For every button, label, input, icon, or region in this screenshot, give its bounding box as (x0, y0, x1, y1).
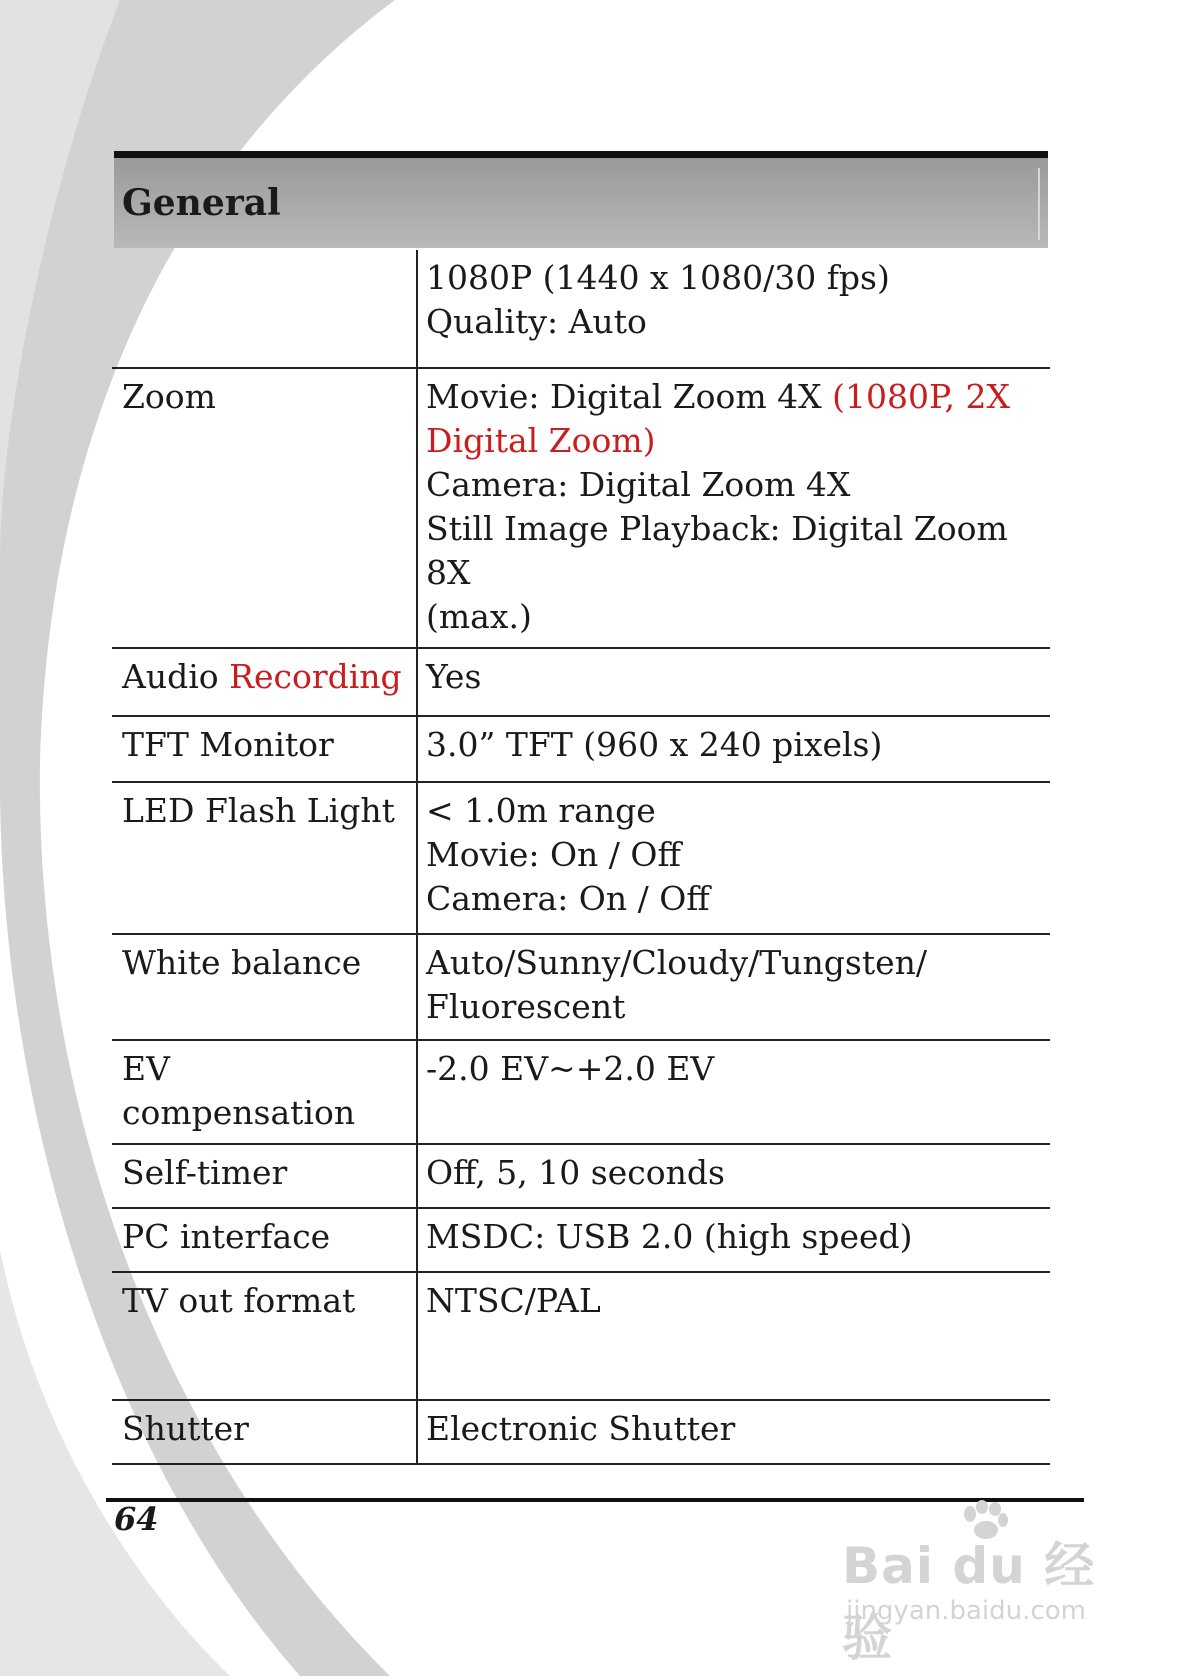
spec-row (112, 1040, 1050, 1144)
spec-value-text: Still Image Playback: Digital Zoom 8X (426, 509, 1008, 592)
page-number: 64 (114, 1500, 159, 1538)
spec-value (417, 250, 1050, 368)
spec-label (112, 250, 417, 368)
spec-value-text: MSDC: USB 2.0 (high speed) (426, 1217, 913, 1256)
spec-value-line (426, 507, 1042, 595)
spec-value-text: (max.) (426, 597, 532, 636)
spec-label (112, 782, 417, 934)
spec-value-text: 3.0” TFT (960 x 240 pixels) (426, 725, 883, 764)
spec-value-text: (1080P, 2X (832, 377, 1010, 416)
spec-value-text: Off, 5, 10 seconds (426, 1153, 725, 1192)
spec-row (112, 1144, 1050, 1208)
watermark-url: jingyan.baidu.com (846, 1596, 1086, 1626)
spec-label (112, 716, 417, 782)
spec-label (112, 1400, 417, 1464)
spec-value-line (426, 463, 1042, 507)
spec-label-text: Shutter (122, 1409, 249, 1448)
spec-label-text: Audio (122, 657, 230, 696)
spec-row (112, 1400, 1050, 1464)
spec-value-text: Auto/Sunny/Cloudy/Tungsten/ (426, 943, 928, 982)
spec-value (417, 1400, 1050, 1464)
spec-value-text: 1080P (1440 x 1080/30 fps) (426, 258, 890, 297)
spec-label (112, 934, 417, 1040)
baidu-watermark (842, 1522, 1122, 1667)
spec-value (417, 1040, 1050, 1144)
spec-value-line (426, 1151, 1042, 1195)
footer-rule (106, 1498, 1084, 1502)
section-title: General (122, 182, 281, 224)
spec-label-text: Recording (229, 657, 402, 696)
spec-value-text: Electronic Shutter (426, 1409, 736, 1448)
spec-label (112, 1144, 417, 1208)
spec-value-text: Movie: Digital Zoom 4X (426, 377, 833, 416)
spec-value (417, 782, 1050, 934)
spec-value (417, 716, 1050, 782)
watermark-logo-text: Bai du 经验 (842, 1537, 1096, 1667)
spec-value-text: Yes (426, 657, 482, 696)
spec-label (112, 1208, 417, 1272)
spec-row (112, 934, 1050, 1040)
spec-label (112, 1040, 417, 1144)
section-header (114, 158, 1048, 248)
spec-value-line (426, 877, 1042, 921)
spec-label (112, 648, 417, 716)
spec-value-line (426, 375, 1042, 419)
spec-value-text: Movie: On / Off (426, 835, 681, 874)
spec-value-line (426, 1407, 1042, 1451)
spec-value (417, 648, 1050, 716)
spec-row (112, 716, 1050, 782)
spec-value-line (426, 1047, 1042, 1091)
spec-value-line (426, 300, 1042, 344)
spec-label (112, 368, 417, 648)
spec-value-line (426, 941, 1042, 985)
spec-value-text: Camera: Digital Zoom 4X (426, 465, 851, 504)
spec-value-line (426, 595, 1042, 639)
spec-value-line (426, 723, 1042, 767)
spec-value-line (426, 833, 1042, 877)
spec-value-text: NTSC/PAL (426, 1281, 601, 1320)
spec-label-text: LED Flash Light (122, 791, 395, 830)
spec-value-line (426, 985, 1042, 1029)
spec-row (112, 648, 1050, 716)
spec-row (112, 250, 1050, 368)
spec-row (112, 1208, 1050, 1272)
spec-value-line (426, 256, 1042, 300)
spec-value-line (426, 655, 1042, 699)
spec-label-text: EV compensation (122, 1049, 356, 1132)
spec-value-text: Digital Zoom) (426, 421, 656, 460)
spec-label-text: TFT Monitor (122, 725, 334, 764)
spec-label-text: TV out format (122, 1281, 356, 1320)
spec-value (417, 934, 1050, 1040)
spec-value (417, 1144, 1050, 1208)
spec-value-text: Fluorescent (426, 987, 626, 1026)
spec-value-line (426, 789, 1042, 833)
spec-label-text: Zoom (122, 377, 216, 416)
spec-table-body (112, 250, 1050, 1464)
spec-row (112, 368, 1050, 648)
spec-value-line (426, 1215, 1042, 1259)
spec-label (112, 1272, 417, 1400)
spec-label-text: Self-timer (122, 1153, 288, 1192)
spec-value-text: Quality: Auto (426, 302, 647, 341)
spec-value-text: < 1.0m range (426, 791, 656, 830)
spec-value (417, 1272, 1050, 1400)
header-edge-line (1038, 168, 1040, 240)
spec-value (417, 1208, 1050, 1272)
spec-label-text: White balance (122, 943, 362, 982)
spec-value-text: -2.0 EV~+2.0 EV (426, 1049, 715, 1088)
spec-value-line (426, 419, 1042, 463)
spec-table (112, 250, 1050, 1465)
spec-row (112, 782, 1050, 934)
top-rule (114, 151, 1048, 158)
spec-label-text: PC interface (122, 1217, 331, 1256)
spec-row (112, 1272, 1050, 1400)
spec-value-text: Camera: On / Off (426, 879, 710, 918)
spec-value (417, 368, 1050, 648)
spec-value-line (426, 1279, 1042, 1323)
